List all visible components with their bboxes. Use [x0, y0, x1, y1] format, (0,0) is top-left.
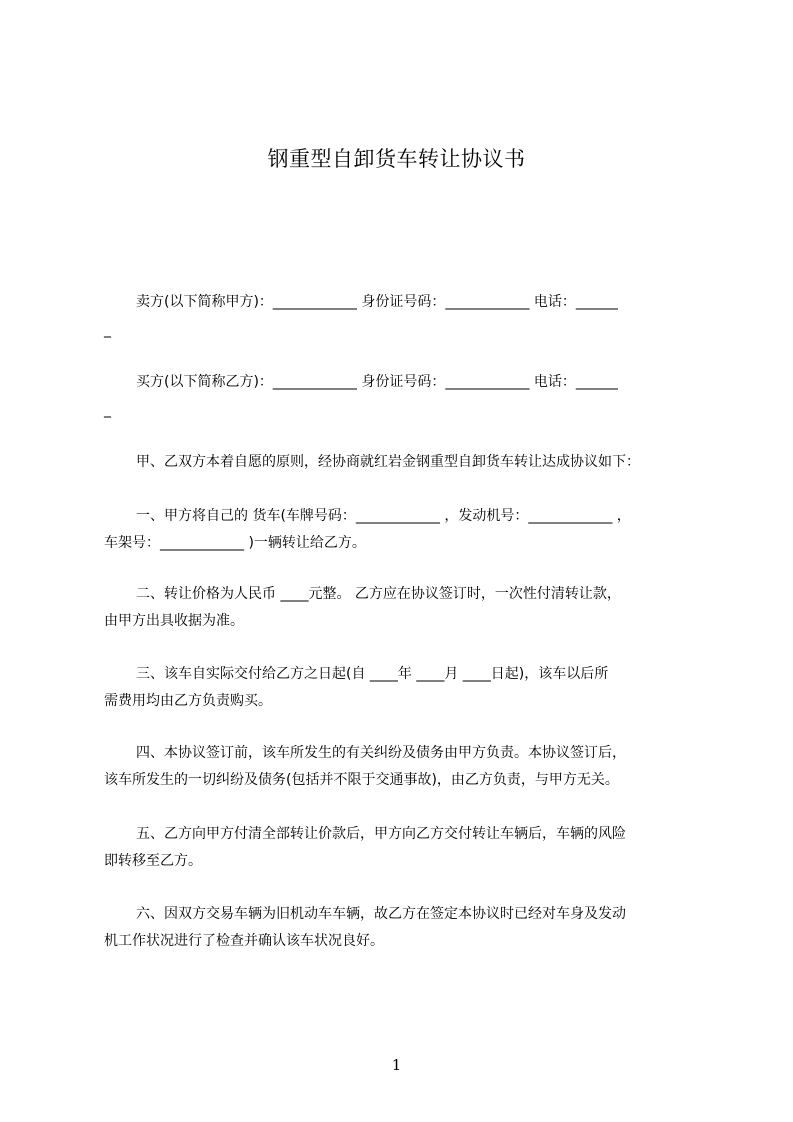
clause-1-line-2: 车架号：____________ )一辆转让给乙方。	[104, 535, 366, 551]
clause-6-line-2: 机工作状况进行了检查并确认该车状况良好。	[104, 933, 384, 949]
clause-4-line-1: 四、本协议签订前，该车所发生的有关纠纷及债务由甲方负责。本协议签订后，	[136, 745, 626, 761]
seller-line: 卖方(以下简称甲方)：____________ 身份证号码：____________ 电话：______	[136, 294, 618, 310]
buyer-line: 买方(以下简称乙方)：____________ 身份证号码：____________ 电话：______	[136, 374, 618, 390]
clause-3-line-1: 三、该车自实际交付给乙方之日起(自 ____年 ____月 ____日起)，该车以后所	[136, 666, 609, 682]
page-number: 1	[391, 1056, 402, 1074]
clause-4-line-2: 该车所发生的一切纠纷及债务(包括并不限于交通事故)，由乙方负责，与甲方无关。	[104, 772, 619, 788]
buyer-line-tail: _	[104, 402, 111, 418]
document-title: 钢重型自卸货车转让协议书	[267, 147, 526, 171]
clause-2-line-2: 由甲方出具收据为准。	[104, 613, 244, 629]
clause-6-line-1: 六、因双方交易车辆为旧机动车车辆，故乙方在签定本协议时已经对车身及发动	[136, 906, 626, 922]
intro-paragraph: 甲、乙双方本着自愿的原则，经协商就红岩金钢重型自卸货车转让达成协议如下：	[136, 454, 640, 470]
clause-2-line-1: 二、转让价格为人民币 ____元整。 乙方应在协议签订时，一次性付清转让款，	[136, 586, 621, 602]
seller-line-tail: _	[104, 322, 111, 338]
clause-5-line-2: 即转移至乙方。	[104, 853, 202, 869]
clause-5-line-1: 五、乙方向甲方付清全部转让价款后，甲方向乙方交付转让车辆后，车辆的风险	[136, 826, 626, 842]
clause-1-line-1: 一、甲方将自己的 货车(车牌号码：____________ ，发动机号：____________ ，	[136, 508, 631, 524]
clause-3-line-2: 需费用均由乙方负责购买。	[104, 693, 272, 709]
